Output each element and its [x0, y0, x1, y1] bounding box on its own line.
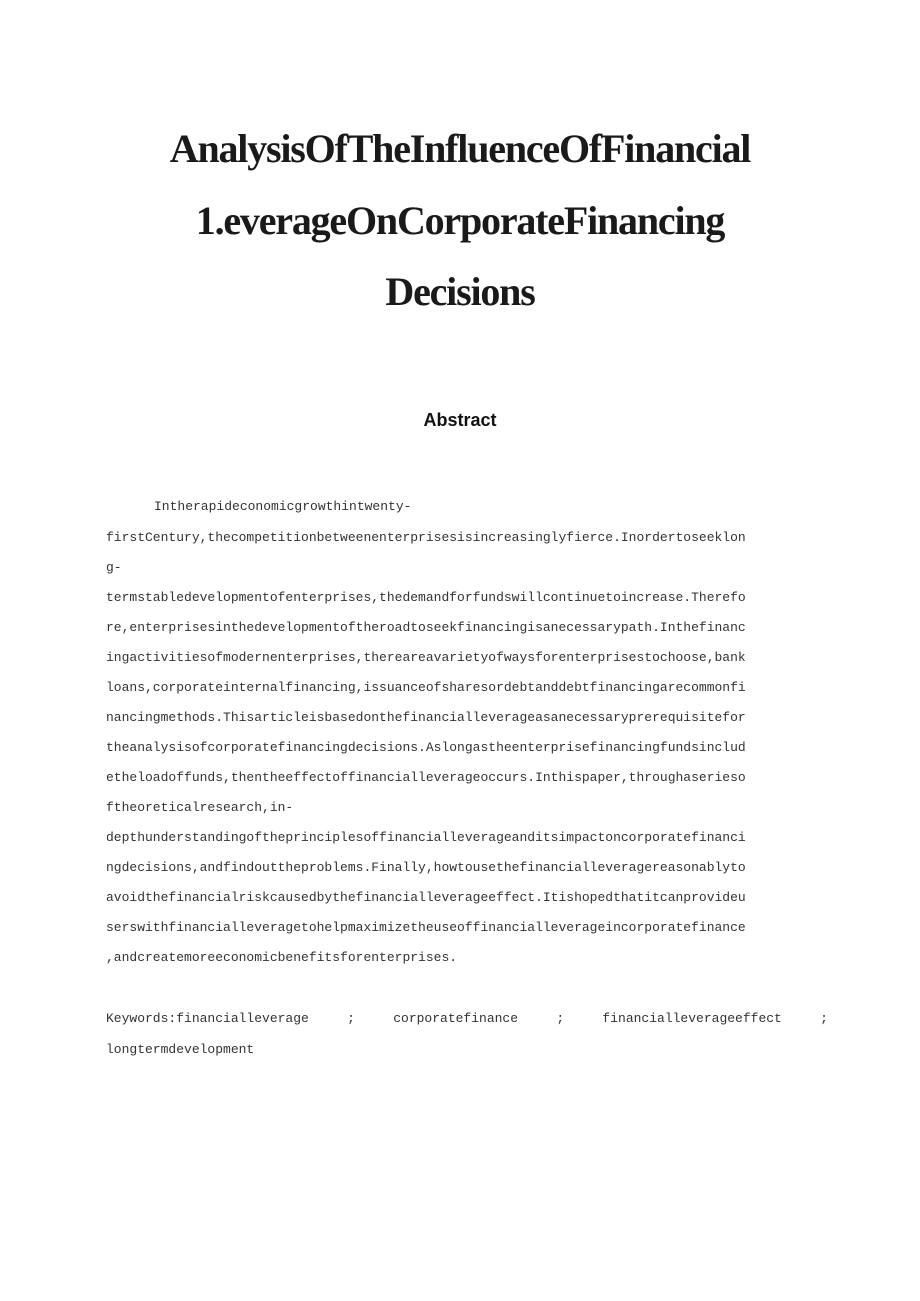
- abstract-line: Intherapideconomicgrowthintwenty-: [154, 499, 412, 514]
- keywords-row: [106, 1009, 828, 1029]
- keyword-item: corporatefinance: [393, 1011, 519, 1026]
- abstract-line: etheloadoffunds,thentheeffectoffinancialleverageoccurs.Inthispaper,throughaserieso: [106, 770, 746, 785]
- title-line-3: Decisions: [385, 269, 535, 314]
- abstract-line: ,andcreatemoreeconomicbenefitsforenterprises.: [106, 950, 458, 965]
- abstract-line: re,enterprisesinthedevelopmentoftheroadtoseekfinancingisanecessarypath.Inthefinanc: [106, 620, 746, 635]
- keywords-separator: ;: [820, 1011, 828, 1026]
- abstract-line: avoidthefinancialriskcausedbythefinancialleverageeffect.Itishopedthatitcanprovideu: [106, 890, 746, 905]
- abstract-line: firstCentury,thecompetitionbetweenenterprisesisincreasinglyfierce.Inordertoseeklon: [106, 530, 746, 545]
- keywords-separator: ;: [556, 1011, 565, 1026]
- keyword-item: financialleverageeffect: [602, 1011, 782, 1026]
- keywords-label: Keywords:financialleverage: [106, 1011, 309, 1026]
- abstract-heading: Abstract: [423, 410, 497, 430]
- title-line-1: AnalysisOfTheInfluenceOfFinancial: [169, 126, 751, 171]
- abstract-line: termstabledevelopmentofenterprises,thedemandforfundswillcontinuetoincrease.Therefo: [106, 590, 746, 605]
- keywords-separator: ;: [347, 1011, 355, 1026]
- abstract-line: ftheoreticalresearch,in-: [106, 800, 294, 815]
- abstract-line: depthunderstandingoftheprinciplesoffinancialleverageanditsimpactoncorporatefinanci: [106, 830, 746, 845]
- abstract-line: loans,corporateinternalfinancing,issuanceofsharesordebtanddebtfinancingarecommonfi: [106, 680, 746, 695]
- abstract-line: g-: [106, 560, 122, 575]
- abstract-line: ngdecisions,andfindouttheproblems.Finally,howtousethefinancialleveragereasonablyto: [106, 860, 746, 875]
- title-line-2: 1.everageOnCorporateFinancing: [195, 198, 725, 243]
- abstract-line: serswithfinancialleveragetohelpmaximizetheuseoffinancialleverageincorporatefinance: [106, 920, 746, 935]
- keyword-item: longtermdevelopment: [106, 1042, 255, 1057]
- abstract-line: ingactivitiesofmodernenterprises,thereareavarietyofwaysforenterprisestochoose,bank: [106, 650, 746, 665]
- abstract-line: theanalysisofcorporatefinancingdecisions.Aslongastheenterprisefinancingfundsinclud: [106, 740, 746, 755]
- abstract-line: nancingmethods.Thisarticleisbasedonthefinancialleverageasanecessaryprerequisitefor: [106, 710, 746, 725]
